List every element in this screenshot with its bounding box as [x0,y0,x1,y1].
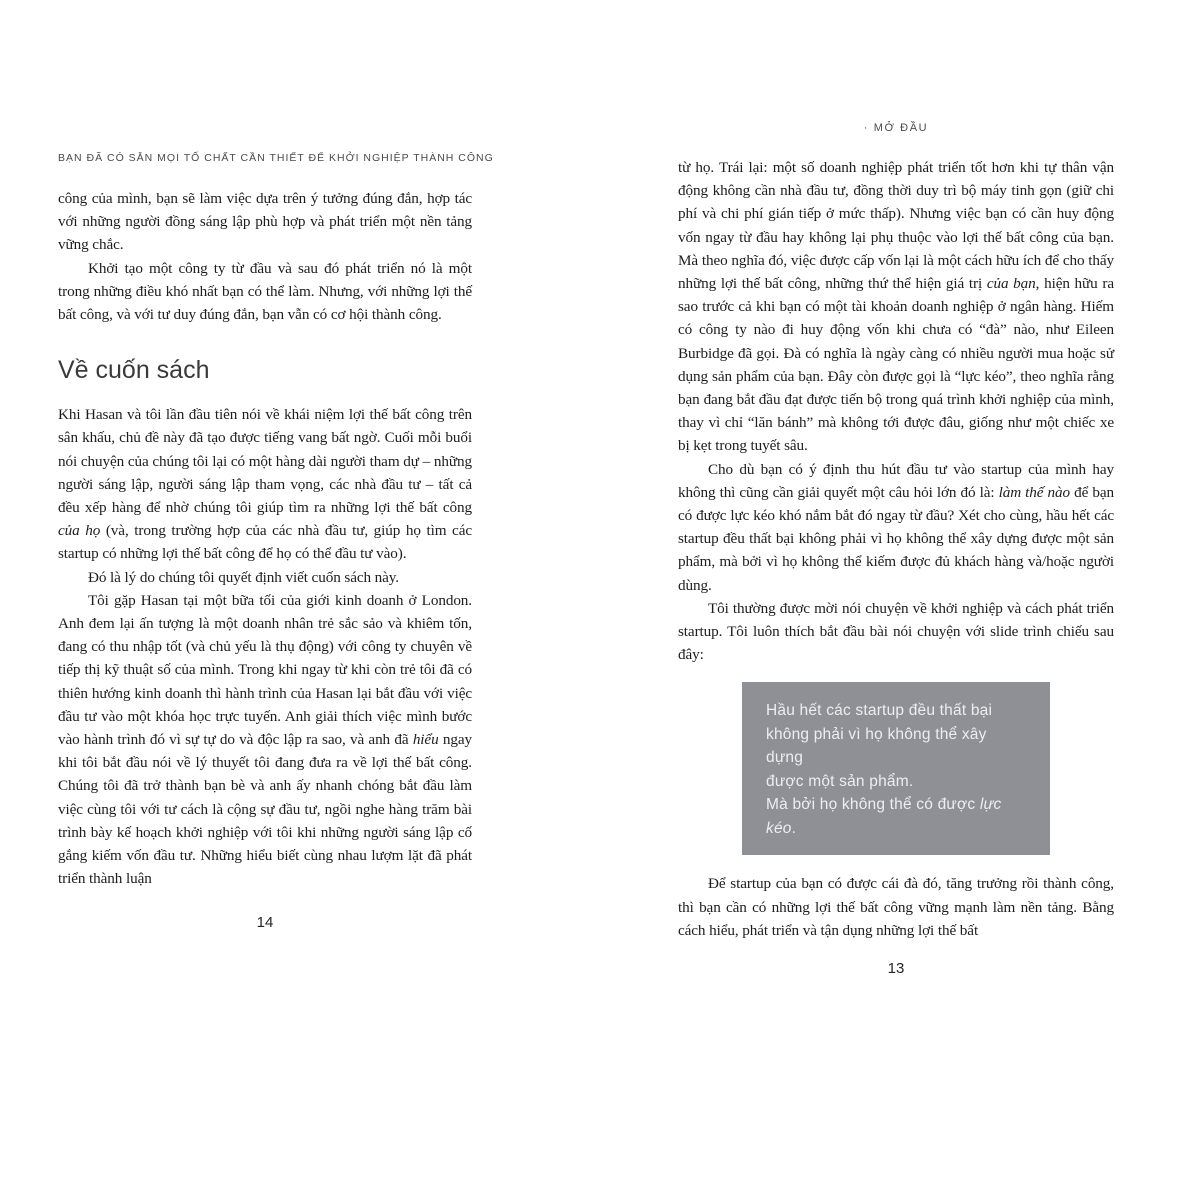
paragraph: Đó là lý do chúng tôi quyết định viết cuốn sách này. [88,568,400,586]
slide-quote-line: Mà bởi họ không thể có được lực kéo. [766,796,1002,837]
right-paragraphs-before-slide [678,156,1114,666]
paragraph: từ họ. Trái lại: một số doanh nghiệp phát triển tốt hơn khi tự thân vận động không cần nhà đầu tư, đồng thời duy trì bộ máy tinh gọn (giữ chi phí và chi phí gián tiếp ở mức thấp). Nhưng việc bạn có cần huy động vốn ngay từ đầu hay không lại phụ thuộc vào lợi thế bất công của bạn. Mà theo nghĩa đó, việc được cấp vốn lại là một cách hữu ích để cho thấy những lợi thế bất công, những thứ thể hiện giá trị của bạn, hiện hữu ra sao trước cả khi bạn có một tài khoản doanh nghiệp ở ngân hàng. Hiếm có công ty nào đi huy động vốn khi chưa có “đà” nào, như Eileen Burbidge đã gọi. Đà có nghĩa là ngày càng có nhiều người mua hoặc sử dụng sản phẩm của bạn. Đây còn được gọi là “lực kéo”, theo nghĩa rằng bạn đang bắt đầu đạt được tiến bộ trong quá trình khởi nghiệp của mình, thay vì chỉ “lăn bánh” mà không tới được đâu, giống như một chiếc xe bị kẹt trong tuyết sâu. [678,159,1114,455]
slide-quote-lines [766,699,1026,840]
left-page [58,152,494,932]
left-text-column [58,187,472,931]
slide-quote-line: không phải vì họ không thể xây dựng [766,725,987,767]
right-running-header: · MỞ ĐẦU [863,122,929,134]
paragraph: Để startup của bạn có được cái đà đó, tăng trưởng rồi thành công, thì bạn cần có những lợi thế bất công vững mạnh làm nền tảng. Bằng cách hiểu, phát triển và tận dụng những lợi thế bất [678,875,1114,939]
paragraph: Khi Hasan và tôi lần đầu tiên nói về khái niệm lợi thế bất công trên sân khấu, chủ đề này đã tạo được tiếng vang bất ngờ. Cuối mỗi buổi nói chuyện của chúng tôi lại có một hàng dài người tham dự – những người sáng lập, người sáng lập tham vọng, các nhà đầu tư – tất cả đều xếp hàng để nhờ chúng tôi giúp tìm ra những lợi thế bất công của họ (và, trong trường hợp của các nhà đầu tư, giúp họ tìm các startup có những lợi thế bất công để họ có thể đầu tư vào). [58,406,472,563]
slide-quote-line: Hầu hết các startup đều thất bại [766,702,993,720]
right-page [678,122,1114,977]
right-paragraphs-after-slide [678,872,1114,942]
left-page-number: 14 [256,914,274,932]
left-section-paragraphs [58,403,472,890]
left-intro-paragraphs [58,187,472,326]
right-page-number: 13 [887,960,905,978]
slide-quote-box [742,682,1050,855]
paragraph: Tôi thường được mời nói chuyện về khởi nghiệp và cách phát triển startup. Tôi luôn thích bắt đầu bài nói chuyện với slide trình chiếu sau đây: [678,599,1114,664]
paragraph: Khởi tạo một công ty từ đầu và sau đó phát triển nó là một trong những điều khó nhất bạn có thể làm. Nhưng, với những lợi thế bất công, và với tư duy đúng đắn, bạn vẫn có cơ hội thành công. [58,259,472,324]
paragraph: Cho dù bạn có ý định thu hút đầu tư vào startup của mình hay không thì cũng cần giải quyết một câu hỏi lớn đó là: làm thế nào để bạn có được lực kéo khó nắm bắt đó ngay từ đầu? Xét cho cùng, hầu hết các startup đều thất bại không phải vì họ không thể xây dựng được một sản phẩm, mà bởi vì họ không thể kiếm được đủ khách hàng và/hoặc người dùng. [678,460,1114,594]
section-heading: Về cuốn sách [58,356,210,385]
right-text-column [678,156,1114,977]
paragraph: công của mình, bạn sẽ làm việc dựa trên ý tưởng đúng đắn, hợp tác với những người đồng sáng lập phù hợp và phát triển một nền tảng vững chắc. [58,190,472,254]
slide-quote-line: được một sản phẩm. [766,772,914,790]
paragraph: Tôi gặp Hasan tại một bữa tối của giới kinh doanh ở London. Anh đem lại ấn tượng là một doanh nhân trẻ sắc sảo và khiêm tốn, đang có thu nhập tốt (và chủ yếu là thụ động) với công ty chuyên về tiếp thị kỹ thuật số của mình. Trong khi ngay từ khi còn trẻ tôi đã có thiên hướng kinh doanh thì hành trình của Hasan lại bắt đầu với việc đầu tư vào một khóa học trực tuyến. Anh giải thích việc mình bước vào hành trình đó vì sự tự do và độc lập ra sao, và anh đã hiểu ngay khi tôi bắt đầu nói về lý thuyết tôi đang đưa ra về lợi thế bất công. Chúng tôi đã trở thành bạn bè và anh ấy nhanh chóng bắt đầu làm việc cùng tôi với tư cách là cộng sự đầu tư, ngồi nghe hàng trăm bài trình bày kế hoạch khởi nghiệp với tôi khi những người sáng lập cố gắng kiếm vốn đầu tư. Những hiểu biết cùng nhau lượm lặt đã phát triển thành luận [58,591,472,888]
left-running-header: BẠN ĐÃ CÓ SẴN MỌI TỐ CHẤT CẦN THIẾT ĐỂ KHỞI NGHIỆP THÀNH CÔNG [58,152,494,164]
